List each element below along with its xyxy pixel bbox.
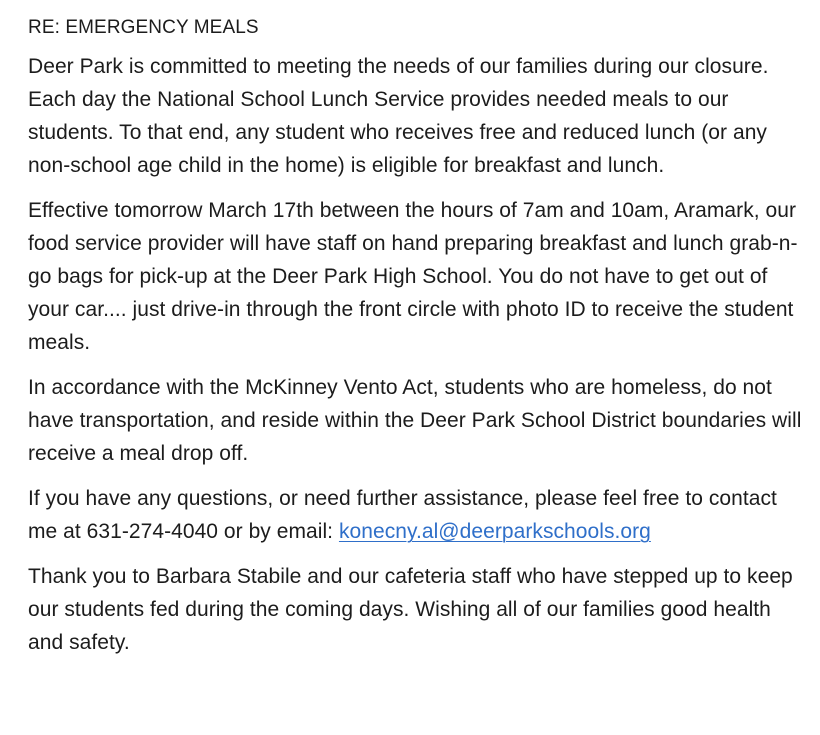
letter-heading: RE: EMERGENCY MEALS (28, 17, 259, 38)
email-link[interactable]: konecny.al@deerparkschools.org (338, 520, 651, 543)
paragraph-thank-you: Thank you to Barbara Stabile and our cafeteria staff who have stepped up to keep our students fed during the coming days. Wishing all of our families good health and safety. (28, 565, 793, 654)
paragraph-mckinney-vento: In accordance with the McKinney Vento Act, students who are homeless, do not have transportation, and reside within the Deer Park School District boundaries will receive a meal drop off. (28, 376, 802, 465)
paragraph-pickup-details: Effective tomorrow March 17th between the hours of 7am and 10am, Aramark, our food service provider will have staff on hand preparing breakfast and lunch grab-n-go bags for pick-up at the Deer Park High School. You do not have to get out of your car.... just drive-in through the front circle with photo ID to receive the student meals. (28, 199, 798, 354)
contact-text: If you have any questions, or need further assistance, please feel free to contact me at 631-274-4040 or by email: (28, 487, 777, 543)
paragraph-contact (28, 482, 802, 548)
paragraph-commitment: Deer Park is committed to meeting the needs of our families during our closure. Each day the National School Lunch Service provides needed meals to our students. To that end, any student who receives free and reduced lunch (or any non-school age child in the home) is eligible for breakfast and lunch. (28, 55, 769, 177)
